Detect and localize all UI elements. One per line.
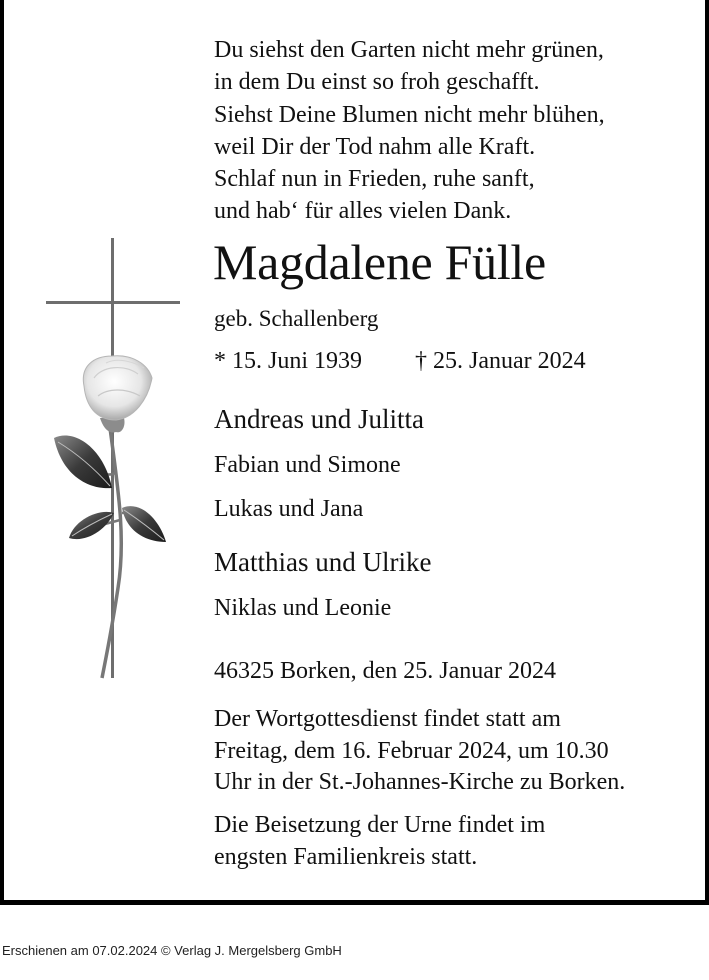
mourner-family: Andreas und Julitta: [214, 404, 424, 434]
service-line: Freitag, dem 16. Februar 2024, um 10.30: [214, 737, 609, 764]
cross-with-rose-icon: [44, 238, 184, 683]
birth-date: * 15. Juni 1939: [214, 348, 363, 374]
burial-line: engsten Familienkreis statt.: [214, 843, 478, 870]
poem-line: Du siehst den Garten nicht mehr grünen,: [214, 37, 604, 63]
death-date: † 25. Januar 2024: [415, 348, 586, 374]
service-line: Uhr in der St.-Johannes-Kirche zu Borken.: [214, 769, 626, 795]
mourner-family: Matthias und Ulrike: [214, 547, 432, 577]
burial-line: Die Beisetzung der Urne findet im: [214, 812, 546, 838]
poem-line: und hab‘ für alles vielen Dank.: [214, 198, 512, 225]
service-info: [214, 704, 625, 799]
deceased-name: Magdalene Fülle: [213, 234, 546, 290]
service-line: Der Wortgottesdienst findet statt am: [214, 706, 561, 732]
life-dates: [214, 346, 586, 376]
poem-line: in dem Du einst so froh geschafft.: [214, 69, 540, 96]
burial-info: [214, 810, 545, 873]
publication-footer: Erschienen am 07.02.2024 © Verlag J. Mergelsberg GmbH: [2, 943, 342, 958]
place-and-date: 46325 Borken, den 25. Januar 2024: [214, 658, 556, 684]
poem: [214, 34, 605, 228]
poem-line: Schlaf nun in Frieden, ruhe sanft,: [214, 166, 535, 193]
birth-name: geb. Schallenberg: [214, 306, 379, 331]
poem-line: Siehst Deine Blumen nicht mehr blühen,: [214, 101, 605, 128]
mourner-family: Niklas und Leonie: [214, 595, 392, 621]
mourner-family: Fabian und Simone: [214, 452, 401, 478]
poem-line: weil Dir der Tod nahm alle Kraft.: [214, 133, 536, 160]
mourner-family: Lukas und Jana: [214, 496, 364, 522]
